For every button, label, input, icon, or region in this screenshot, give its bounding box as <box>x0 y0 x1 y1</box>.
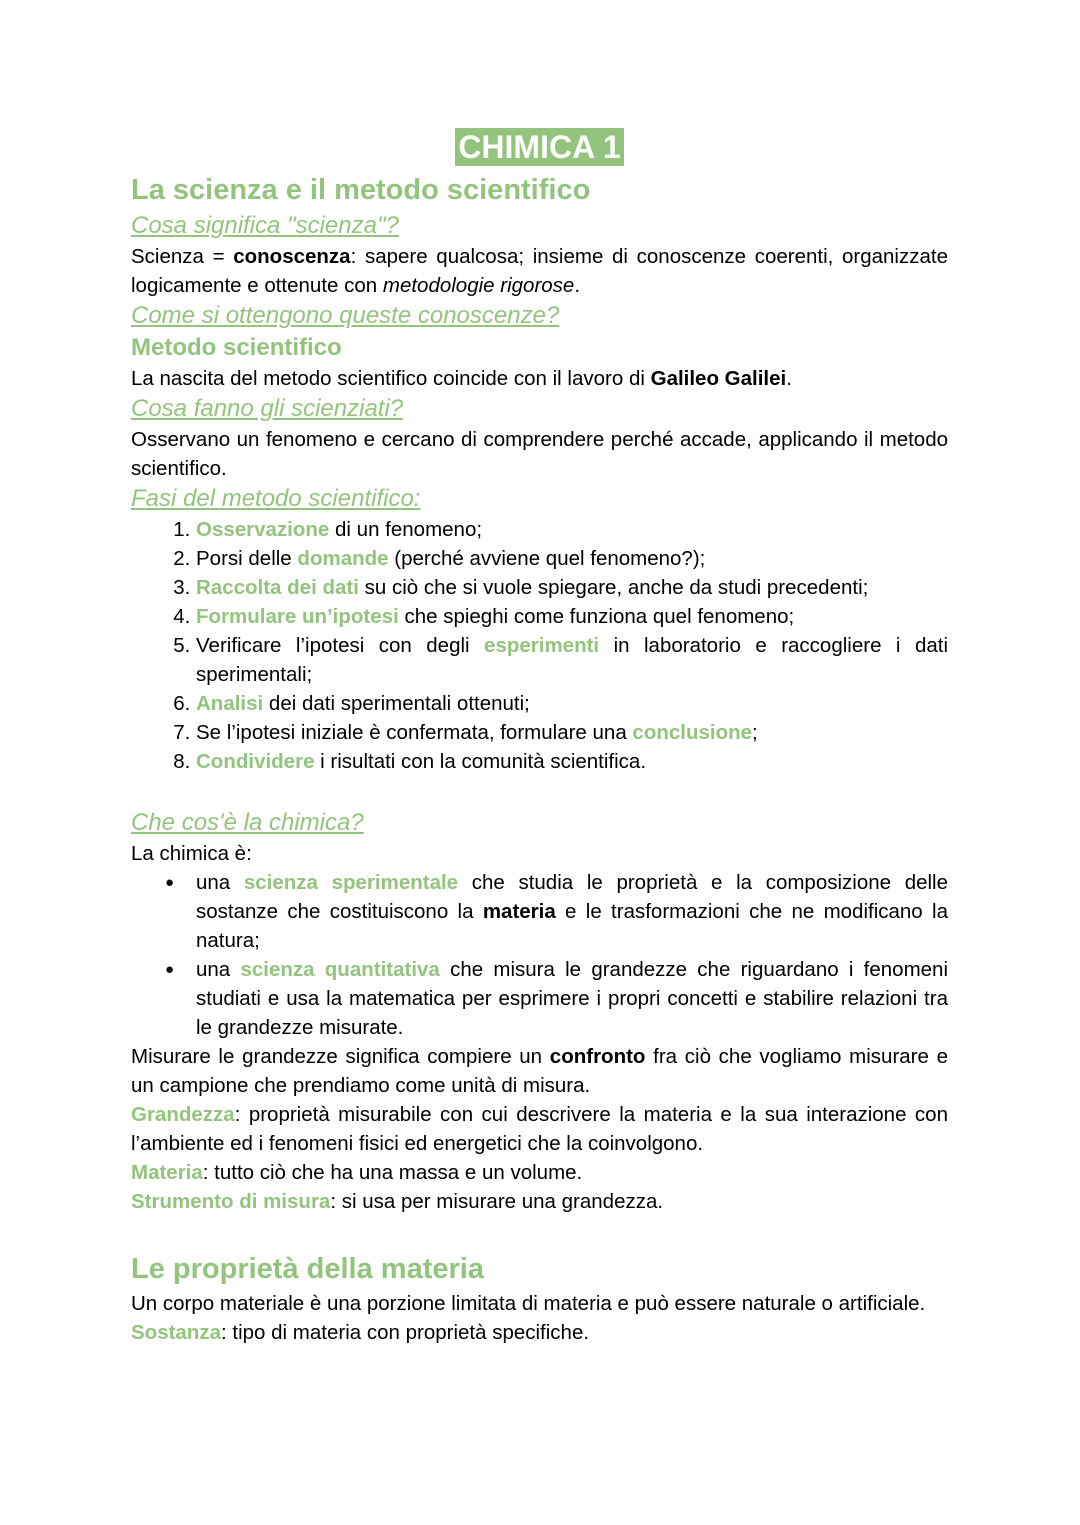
definition-term: Grandezza <box>131 1103 235 1126</box>
text-span: su ciò che si vuole spiegare, anche da studi precedenti; <box>358 576 869 599</box>
highlight-term: Analisi <box>196 692 264 715</box>
text-span: : sapere qualcosa; insieme di conoscenze coerenti, organizzate logicamente e ottenute con <box>131 245 948 297</box>
document-page <box>131 128 948 1347</box>
paragraph-corpo: Un corpo materiale è una porzione limitata di materia e può essere naturale o artificiale. <box>131 1292 926 1315</box>
definition-term: Materia <box>131 1161 203 1184</box>
question-scienza: Cosa significa "scienza"? <box>131 212 399 239</box>
list-item <box>196 689 948 718</box>
subheading-metodo: Metodo scientifico <box>131 334 342 361</box>
list-item <box>196 515 948 544</box>
text-span: ; <box>752 721 758 744</box>
text-span: dei dati sperimentali ottenuti; <box>263 692 530 715</box>
spacer <box>131 1216 948 1249</box>
title-wrap <box>131 128 948 170</box>
definition-sostanza <box>131 1318 948 1347</box>
text-span: . <box>574 274 581 297</box>
section-heading-proprieta: Le proprietà della materia <box>131 1253 484 1285</box>
text-span: fra ciò che vogliamo misurare e un campione che prendiamo come unità di misura. <box>131 1045 948 1097</box>
definition-text: : si usa per misurare una grandezza. <box>330 1190 664 1213</box>
definition-text: : tutto ciò che ha una massa e un volume. <box>202 1161 583 1184</box>
section-heading-scienza: La scienza e il metodo scientifico <box>131 174 591 206</box>
text-span: i risultati con la comunità scientifica. <box>314 750 647 773</box>
text-span: che studia le proprietà e la composizione delle sostanze che costituiscono la <box>196 871 949 923</box>
text-span: (perché avviene quel fenomeno?); <box>388 547 706 570</box>
highlight-term: Osservazione <box>196 518 330 541</box>
bold-term-confronto: confronto <box>549 1045 646 1068</box>
italic-term-metodologie: metodologie rigorose <box>382 274 575 297</box>
paragraph-galileo <box>131 364 948 393</box>
text-span: e le trasformazioni che ne modificano la natura; <box>196 900 948 952</box>
definition-strumento <box>131 1187 948 1216</box>
bold-term-conoscenza: conoscenza <box>233 245 351 268</box>
list-item <box>196 602 948 631</box>
question-fasi: Fasi del metodo scientifico: <box>131 485 421 512</box>
paragraph-scienza <box>131 242 948 300</box>
definition-grandezza <box>131 1100 948 1158</box>
question-scienziati: Cosa fanno gli scienziati? <box>131 395 404 422</box>
definition-text: : tipo di materia con proprietà specifiche. <box>221 1321 590 1344</box>
list-item <box>196 747 948 776</box>
list-item <box>196 544 948 573</box>
highlight-term: scienza quantitativa <box>240 958 440 981</box>
list-item <box>196 631 948 689</box>
page-title: CHIMICA 1 <box>455 128 623 166</box>
list-item <box>196 573 948 602</box>
text-span: che misura le grandezze che riguardano i fenomeni studiati e usa la matematica per esprimere i propri concetti e stabilire relazioni tra le grandezze misurate. <box>196 958 948 1039</box>
text-span: che spieghi come funziona quel fenomeno; <box>398 605 795 628</box>
highlight-term: conclusione <box>632 721 753 744</box>
text-span: La nascita del metodo scientifico coincide con il lavoro di <box>131 367 651 390</box>
paragraph-scienziati: Osservano un fenomeno e cercano di comprendere perché accade, applicando il metodo scientifico. <box>131 428 948 480</box>
highlight-term: Raccolta dei dati <box>196 576 359 599</box>
highlight-term: domande <box>297 547 389 570</box>
question-conoscenze: Come si ottengono queste conoscenze? <box>131 302 560 329</box>
text-span: una <box>196 958 241 981</box>
list-item <box>196 868 948 955</box>
text-span: Se l’ipotesi iniziale è confermata, formulare una <box>196 721 633 744</box>
highlight-term: esperimenti <box>484 634 600 657</box>
spacer <box>131 776 948 807</box>
text-span: . <box>786 367 792 390</box>
text-span: una <box>196 871 244 894</box>
chimica-bullets <box>131 868 948 1042</box>
highlight-term: Condividere <box>196 750 315 773</box>
text-span: di un fenomeno; <box>329 518 483 541</box>
text-span: Porsi delle <box>196 547 298 570</box>
definition-text: : proprietà misurabile con cui descrivere la materia e la sua interazione con l’ambiente ed i fenomeni fisici ed energetici che la coinvolgono. <box>131 1103 948 1155</box>
definition-term: Sostanza <box>131 1321 221 1344</box>
steps-list <box>131 515 948 776</box>
definition-term: Strumento di misura <box>131 1190 331 1213</box>
paragraph-misurare <box>131 1042 948 1100</box>
text-span: in laboratorio e raccogliere i dati sperimentali; <box>196 634 948 686</box>
paragraph-chimica-intro: La chimica è: <box>131 842 252 865</box>
list-item <box>196 718 948 747</box>
bold-term-galileo: Galileo Galilei <box>650 367 787 390</box>
text-span: Verificare l’ipotesi con degli <box>196 634 485 657</box>
highlight-term: scienza sperimentale <box>243 871 459 894</box>
text-span: Misurare le grandezze significa compiere un <box>131 1045 550 1068</box>
list-item <box>196 955 948 1042</box>
question-chimica: Che cos'è la chimica? <box>131 809 364 836</box>
highlight-term: Formulare un’ipotesi <box>196 605 399 628</box>
definition-materia <box>131 1158 948 1187</box>
bold-term-materia: materia <box>482 900 556 923</box>
text-span: Scienza = <box>131 245 234 268</box>
